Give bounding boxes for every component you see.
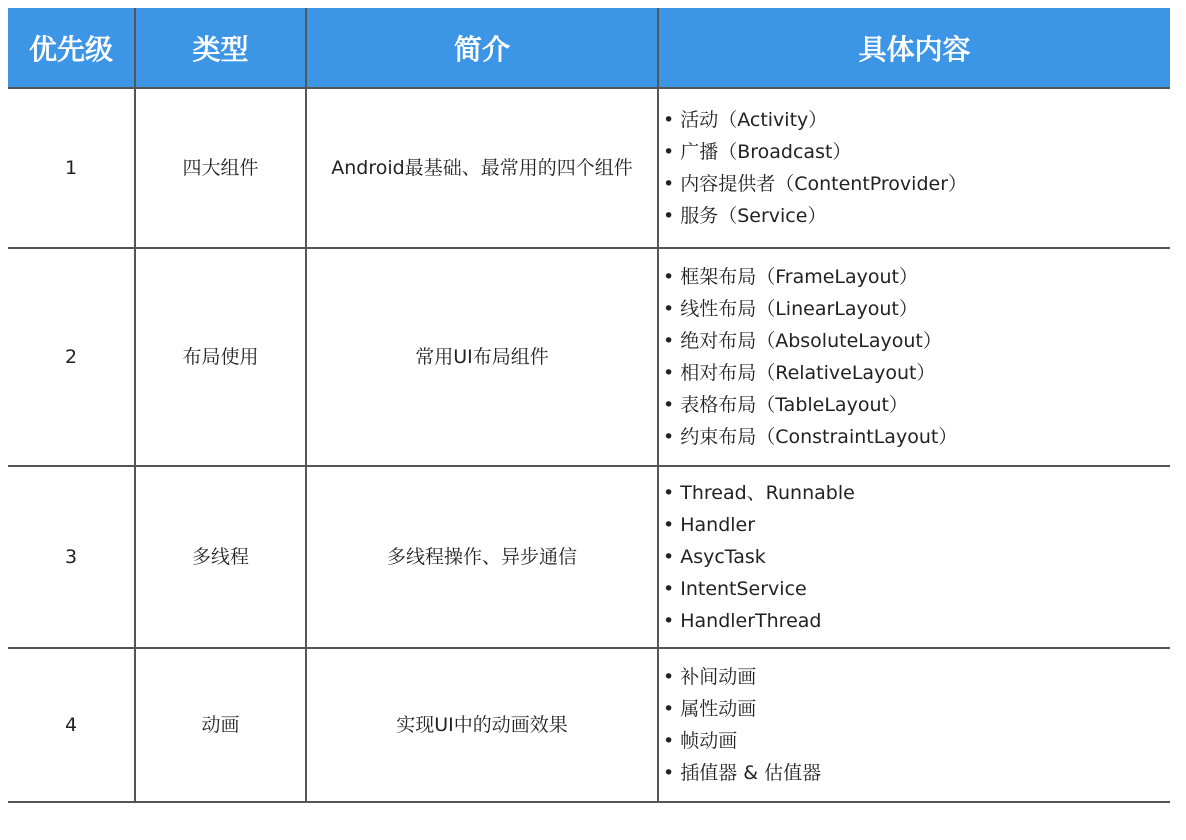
details-cell bbox=[658, 466, 1170, 648]
list-item: • 约束布局（ConstraintLayout） bbox=[663, 421, 1160, 453]
list-item: • 属性动画 bbox=[663, 693, 1160, 725]
list-item: • 相对布局（RelativeLayout） bbox=[663, 357, 1160, 389]
list-item: • Thread、Runnable bbox=[663, 477, 1160, 509]
list-item: • 帧动画 bbox=[663, 725, 1160, 757]
intro-cell: 多线程操作、异步通信 bbox=[306, 466, 658, 648]
intro-cell: 常用UI布局组件 bbox=[306, 248, 658, 466]
table-row bbox=[8, 88, 1170, 248]
list-item: • AsycTask bbox=[663, 541, 1160, 573]
intro-cell: Android最基础、最常用的四个组件 bbox=[306, 88, 658, 248]
priority-cell: 1 bbox=[8, 88, 135, 248]
table-row bbox=[8, 648, 1170, 802]
list-item: • HandlerThread bbox=[663, 605, 1160, 637]
header-priority: 优先级 bbox=[8, 8, 135, 88]
type-cell: 多线程 bbox=[135, 466, 306, 648]
table-row bbox=[8, 466, 1170, 648]
details-list bbox=[663, 104, 1160, 232]
type-cell: 动画 bbox=[135, 648, 306, 802]
priority-cell: 3 bbox=[8, 466, 135, 648]
details-list bbox=[663, 261, 1160, 453]
details-list bbox=[663, 661, 1160, 789]
table-body bbox=[8, 88, 1170, 802]
priority-cell: 4 bbox=[8, 648, 135, 802]
list-item: • 插值器 & 估值器 bbox=[663, 757, 1160, 789]
table-row bbox=[8, 248, 1170, 466]
intro-cell: 实现UI中的动画效果 bbox=[306, 648, 658, 802]
list-item: • 内容提供者（ContentProvider） bbox=[663, 168, 1160, 200]
list-item: • 框架布局（FrameLayout） bbox=[663, 261, 1160, 293]
header-row bbox=[8, 8, 1170, 88]
type-cell: 四大组件 bbox=[135, 88, 306, 248]
list-item: • 活动（Activity） bbox=[663, 104, 1160, 136]
table-container bbox=[8, 8, 1170, 803]
list-item: • Handler bbox=[663, 509, 1160, 541]
type-cell: 布局使用 bbox=[135, 248, 306, 466]
header-details: 具体内容 bbox=[658, 8, 1170, 88]
details-cell bbox=[658, 88, 1170, 248]
priority-cell: 2 bbox=[8, 248, 135, 466]
header-intro: 简介 bbox=[306, 8, 658, 88]
header-type: 类型 bbox=[135, 8, 306, 88]
list-item: • 服务（Service） bbox=[663, 200, 1160, 232]
list-item: • 广播（Broadcast） bbox=[663, 136, 1160, 168]
list-item: • 线性布局（LinearLayout） bbox=[663, 293, 1160, 325]
details-list bbox=[663, 477, 1160, 637]
table-header bbox=[8, 8, 1170, 88]
list-item: • 绝对布局（AbsoluteLayout） bbox=[663, 325, 1160, 357]
list-item: • 补间动画 bbox=[663, 661, 1160, 693]
details-cell bbox=[658, 248, 1170, 466]
list-item: • 表格布局（TableLayout） bbox=[663, 389, 1160, 421]
android-topics-table bbox=[8, 8, 1170, 803]
details-cell bbox=[658, 648, 1170, 802]
list-item: • IntentService bbox=[663, 573, 1160, 605]
